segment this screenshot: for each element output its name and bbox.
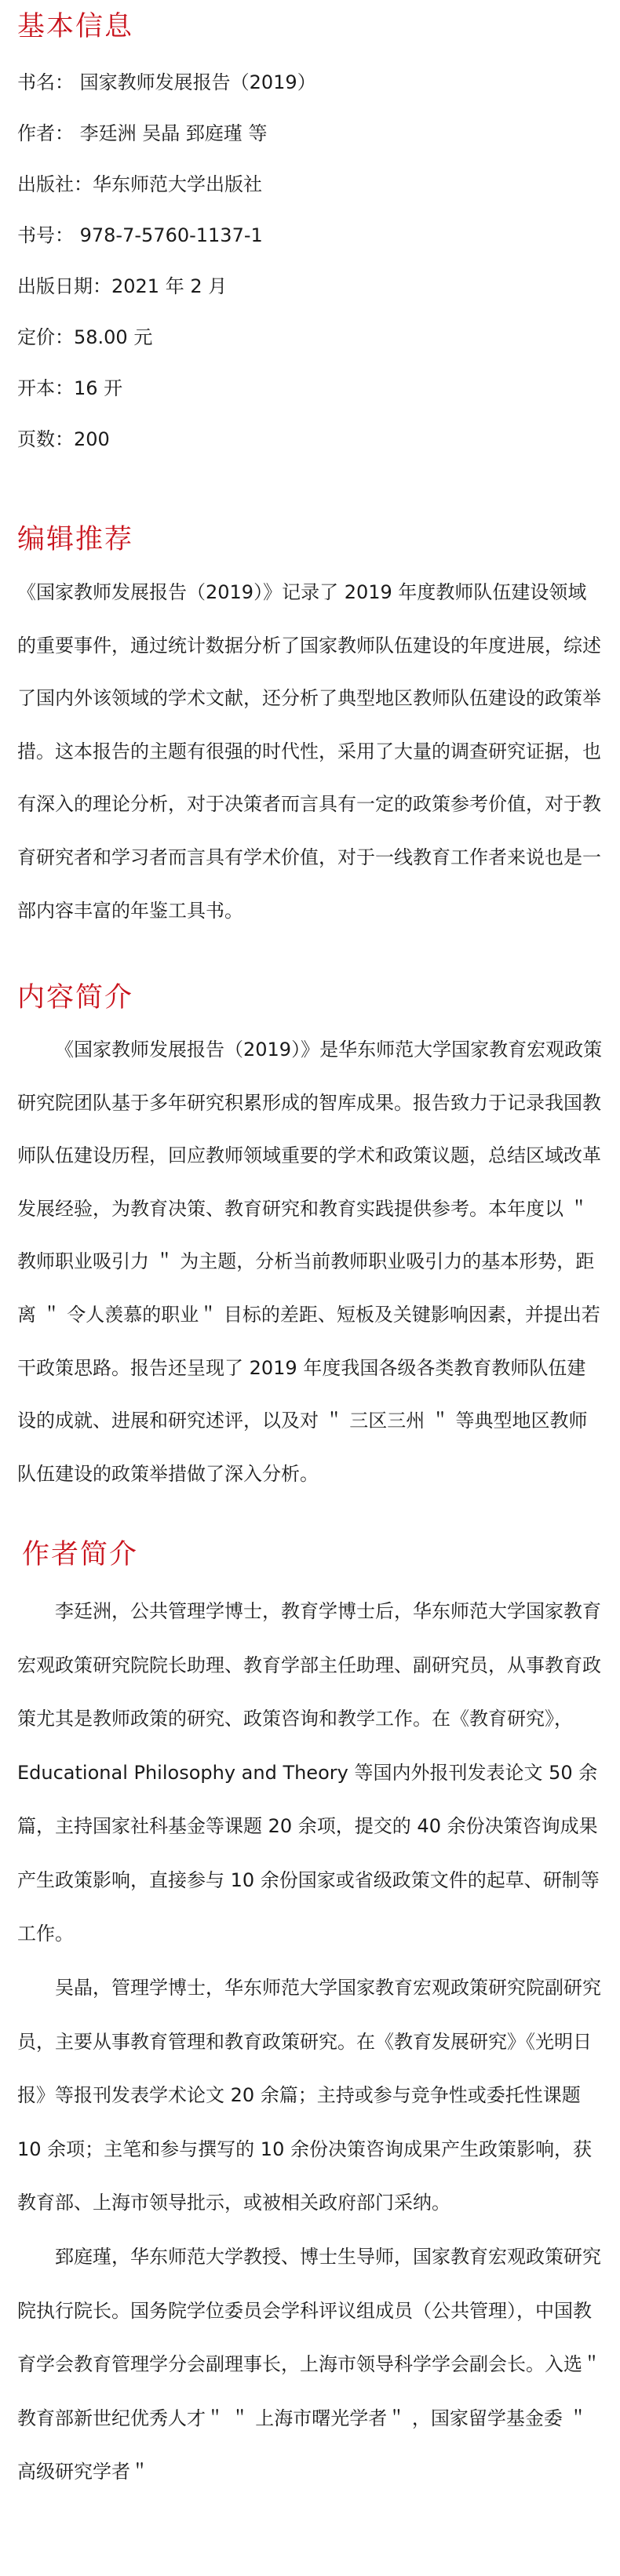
info-price-line: 定价：58.00 元 (17, 326, 153, 348)
info-isbn-line: 书号： 978-7-5760-1137-1 (17, 224, 263, 246)
basic-info-heading: 基本信息 (17, 11, 134, 42)
content-summary-text: 《国家教师发展报告（2019）》是华东师范大学国家教育宏观政策研究院团队基于多年研究积累形成的智库成果。报告致力于记录我国教师队伍建设历程，回应教师领域重要的学术和政策议题，总结区域改革发展经验，为教育决策、教育研究和教育实践提供参考。本年度以 ＂ 教师职业吸引力 ＂ 为主题，分析当前教师职业吸引力的基本形势，距离 ＂ 令人羡慕的职业＂ 目标的差距、短板及关键影响因素，并提出若干政策思路。报告还呈现了 2019 年度我国各级各类教育教师队伍建设的成就、进展和研究述评，以及对 ＂ 三区三州 ＂ 等典型地区教师队伍建设的政策举措做了深入分析。 (17, 1039, 603, 1485)
author-intro-heading: 作者简介 (22, 1539, 139, 1570)
author-intro-li-tingzhou: 李廷洲，公共管理学博士，教育学博士后，华东师范大学国家教育宏观政策研究院院长助理、教育学部主任助理、副研究员，从事教育政策尤其是教师政策的研究、政策咨询和教学工作。在《教育研究》，Educational Philosophy and Theory 等国内外报刊发表论文 50 余篇，主持国家社科基金等课题 20 余项，提交的 40 余份决策咨询成果产生政策影响，直接参与 10 余份国家或省级政策文件的起草、研制等工作。 (17, 1600, 601, 1945)
info-publisher-line: 出版社：华东师范大学出版社 (17, 173, 262, 195)
author-intro-zhi-tingjin: 郅庭瑾，华东师范大学教授、博士生导师，国家教育宏观政策研究院执行院长。国务院学位委员会学科评议组成员（公共管理），中国教育学会教育管理学分会副理事长，上海市领导科学学会副会长。入选＂教育部新世纪优秀人才＂ ＂ 上海市曙光学者＂ ，国家留学基金委 ＂ 高级研究学者＂ (17, 2246, 601, 2483)
info-format-line: 开本：16 开 (17, 377, 123, 399)
content-summary-heading: 内容简介 (17, 982, 134, 1013)
info-publish-date-line: 出版日期：2021 年 2 月 (17, 275, 228, 297)
info-pages-line: 页数：200 (17, 428, 110, 450)
editor-recommendation-text: 《国家教师发展报告（2019）》记录了 2019 年度教师队伍建设领域的重要事件，通过统计数据分析了国家教师队伍建设的年度进展，综述了国内外该领域的学术文献，还分析了典型地区教师队伍建设的政策举措。这本报告的主题有很强的时代性，采用了大量的调查研究证据，也有深入的理论分析，对于决策者而言具有一定的政策参考价值，对于教育研究者和学习者而言具有学术价值，对于一线教育工作者来说也是一部内容丰富的年鉴工具书。 (17, 581, 601, 922)
info-author-line: 作者： 李廷洲 吴晶 郅庭瑾 等 (17, 122, 268, 144)
info-title-line: 书名： 国家教师发展报告（2019） (17, 71, 316, 93)
editor-recommendation-heading: 编辑推荐 (17, 524, 134, 555)
author-intro-wu-jing: 吴晶，管理学博士，华东师范大学国家教育宏观政策研究院副研究员，主要从事教育管理和教育政策研究。在《教育发展研究》《光明日报》等报刊发表学术论文 20 余篇；主持或参与竞争性或委托性课题 10 余项；主笔和参与撰写的 10 余份决策咨询成果产生政策影响，获教育部、上海市领导批示，或被相关政府部门采纳。 (17, 1977, 601, 2214)
